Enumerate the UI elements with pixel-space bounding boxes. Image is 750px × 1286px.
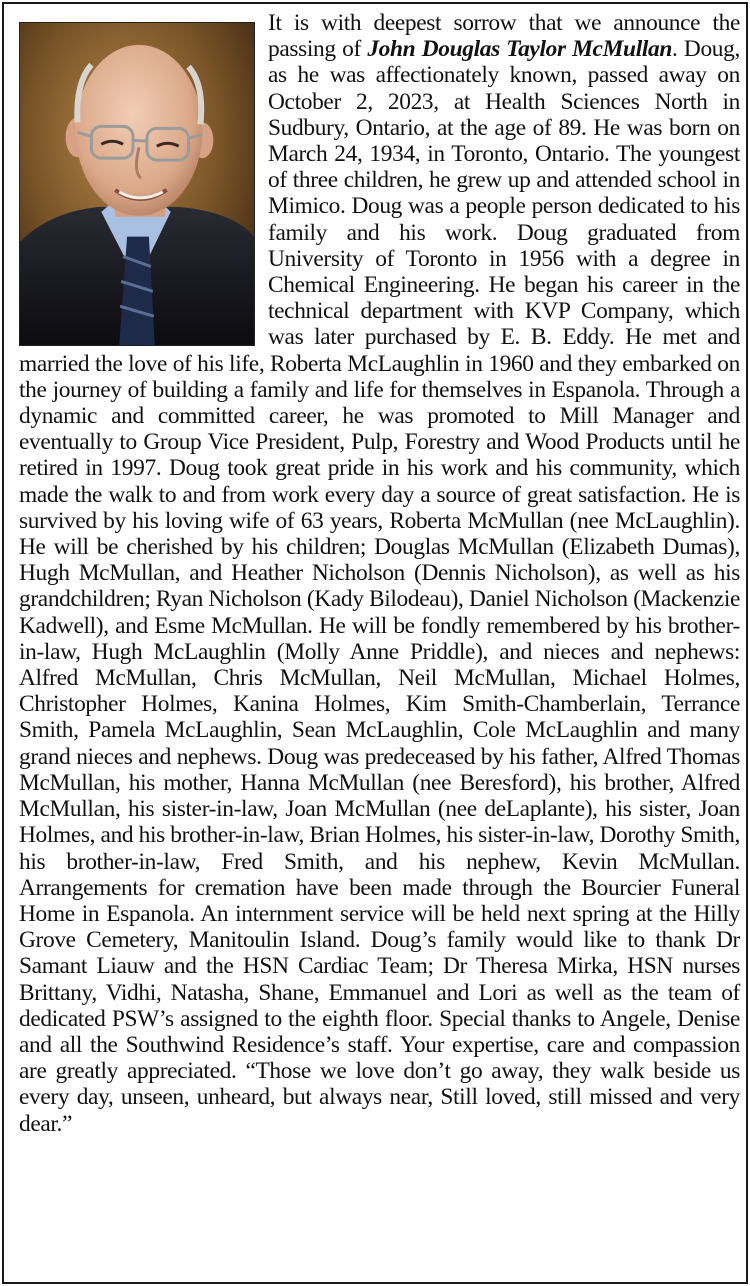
portrait-photo	[19, 22, 255, 346]
portrait-image	[20, 23, 254, 345]
obituary-content	[19, 10, 740, 1137]
deceased-name: John Douglas Taylor McMullan	[367, 36, 672, 63]
obituary-frame	[2, 2, 748, 1284]
obituary-body: . Doug, as he was affectionately known, passed away on October 2, 2023, at Health Sciences North in Sudbury, Ontario, at the age of 89. He was born on March 24, 1934, in Toronto, Ontario. The youngest of three children, he grew up and attended school in Mimico. Doug was a people person dedicated to his family and his work. Doug graduated from University of Toronto in 1956 with a degree in Chemical Engineering. He began his career in the technical department with KVP Company, which was later purchased by E. B. Eddy. He met and married the love of his life, Roberta McLaughlin in 1960 and they embarked on the journey of building a family and life for themselves in Espanola. Through a dynamic and committed career, he was promoted to Mill Manager and eventually to Group Vice President, Pulp, Forestry and Wood Products until he retired in 1997. Doug took great pride in his work and his community, which made the walk to and from work every day a source of great satisfaction. He is survived by his loving wife of 63 years, Roberta McMullan (nee McLaughlin). He will be cherished by his children; Douglas McMullan (Elizabeth Dumas), Hugh McMullan, and Heather Nicholson (Dennis Nicholson), as well as his grandchildren; Ryan Nicholson (Kady Bilodeau), Daniel Nicholson (Mackenzie Kadwell), and Esme McMullan. He will be fondly remembered by his brother-in-law, Hugh McLaughlin (Molly Anne Priddle), and nieces and nephews: Alfred McMullan, Chris McMullan, Neil McMullan, Michael Holmes, Christopher Holmes, Kanina Holmes, Kim Smith-Chamberlain, Terrance Smith, Pamela McLaughlin, Sean McLaughlin, Cole McLaughlin and many grand nieces and nephews. Doug was predeceased by his father, Alfred Thomas McMullan, his mother, Hanna McMullan (nee Beresford), his brother, Alfred McMullan, his sister-in-law, Joan McMullan (nee deLaplante), his sister, Joan Holmes, and his brother-in-law, Brian Holmes, his sister-in-law, Dorothy Smith, his brother-in-law, Fred Smith, and his nephew, Kevin McMullan. Arrangements for cremation have been made through the Bourcier Funeral Home in Espanola. An internment service will be held next spring at the Hilly Grove Cemetery, Manitoulin Island. Doug’s family would like to thank Dr Samant Liauw and the HSN Cardiac Team; Dr Theresa Mirka, HSN nurses Brittany, Vidhi, Natasha, Shane, Emmanuel and Lori as well as the team of dedicated PSW’s assigned to the eighth floor. Special thanks to Angele, Denise and all the Southwind Residence’s staff. Your expertise, care and compassion are greatly appreciated. “Those we love don’t go away, they walk beside us every day, unseen, unheard, but always near, Still loved, still missed and very dear.”	[19, 36, 740, 1137]
obituary-intro: It is with deepest sorrow that we announce the passing of	[268, 10, 740, 63]
